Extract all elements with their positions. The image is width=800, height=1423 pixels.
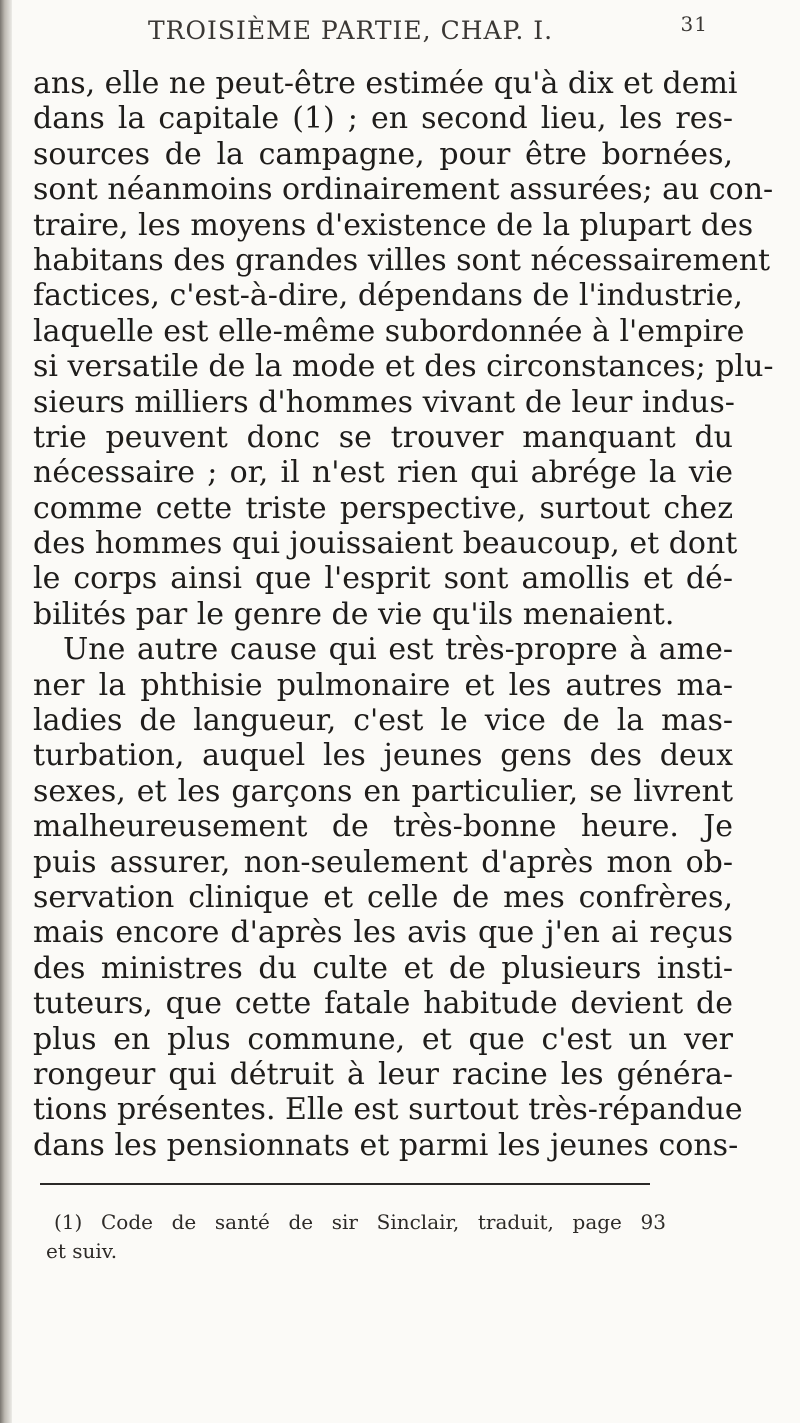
text-line: ans, elle ne peut-être estimée qu'à dix et demi (33, 66, 738, 101)
text-line: sieurs milliers d'hommes vivant de leur indus- (33, 384, 735, 420)
text-line: ladies de langueur, c'est le vice de la mas- (33, 703, 733, 739)
text-line: plus en plus commune, et que c'est un ver (33, 1021, 733, 1057)
text-line: bilités par le genre de vie qu'ils menaient. (33, 596, 675, 632)
text-line: malheureusement de très-bonne heure. Je (33, 809, 733, 845)
text-line: servation clinique et celle de mes confrères, (33, 879, 733, 915)
text-line: comme cette triste perspective, surtout chez (33, 490, 733, 526)
text-line: laquelle est elle-même subordonnée à l'empire (33, 313, 745, 349)
text-line: ner la phthisie pulmonaire et les autres ma- (33, 667, 733, 703)
footnote-separator (40, 1183, 650, 1185)
text-line: des hommes qui jouissaient beaucoup, et dont (33, 526, 738, 562)
text-line: sont néanmoins ordinairement assurées; au con- (33, 172, 774, 208)
text-line: le corps ainsi que l'esprit sont amollis et dé- (33, 561, 733, 597)
text-line: Une autre cause qui est très-propre à ame- (63, 632, 733, 668)
text-line: nécessaire ; or, il n'est rien qui abrége la vie (33, 455, 733, 491)
running-header (148, 4, 708, 48)
text-line: puis assurer, non-seulement d'après mon ob- (33, 844, 733, 880)
footnote-line: (1) Code de santé de sir Sinclair, traduit, page 93 (54, 1210, 666, 1234)
text-line: traire, les moyens d'existence de la plupart des (33, 207, 754, 243)
text-line: dans la capitale (1) ; en second lieu, les res- (33, 101, 733, 137)
main-text (33, 66, 774, 1163)
text-line: rongeur qui détruit à leur racine les généra- (33, 1056, 733, 1092)
text-line: factices, c'est-à-dire, dépendans de l'industrie, (33, 278, 743, 314)
text-line: tuteurs, que cette fatale habitude devient de (33, 986, 733, 1022)
text-line: sexes, et les garçons en particulier, se livrent (33, 773, 733, 809)
text-line: si versatile de la mode et des circonstances; plu- (33, 349, 774, 385)
text-line: des ministres du culte et de plusieurs insti- (33, 950, 733, 986)
footnote-line: et suiv. (46, 1239, 118, 1263)
footnote (46, 1208, 666, 1266)
page-number: 31 (680, 12, 708, 36)
text-line: tions présentes. Elle est surtout très-répandue (33, 1092, 743, 1128)
text-line: mais encore d'après les avis que j'en ai reçus (33, 915, 733, 951)
running-title: TROISIÈME PARTIE, CHAP. I. (148, 16, 554, 45)
text-line: trie peuvent donc se trouver manquant du (33, 419, 733, 455)
text-line: dans les pensionnats et parmi les jeunes cons- (33, 1127, 739, 1163)
text-line: turbation, auquel les jeunes gens des deux (33, 738, 733, 774)
text-line: sources de la campagne, pour être bornées, (33, 136, 733, 172)
text-line: habitans des grandes villes sont nécessairement (33, 242, 771, 278)
